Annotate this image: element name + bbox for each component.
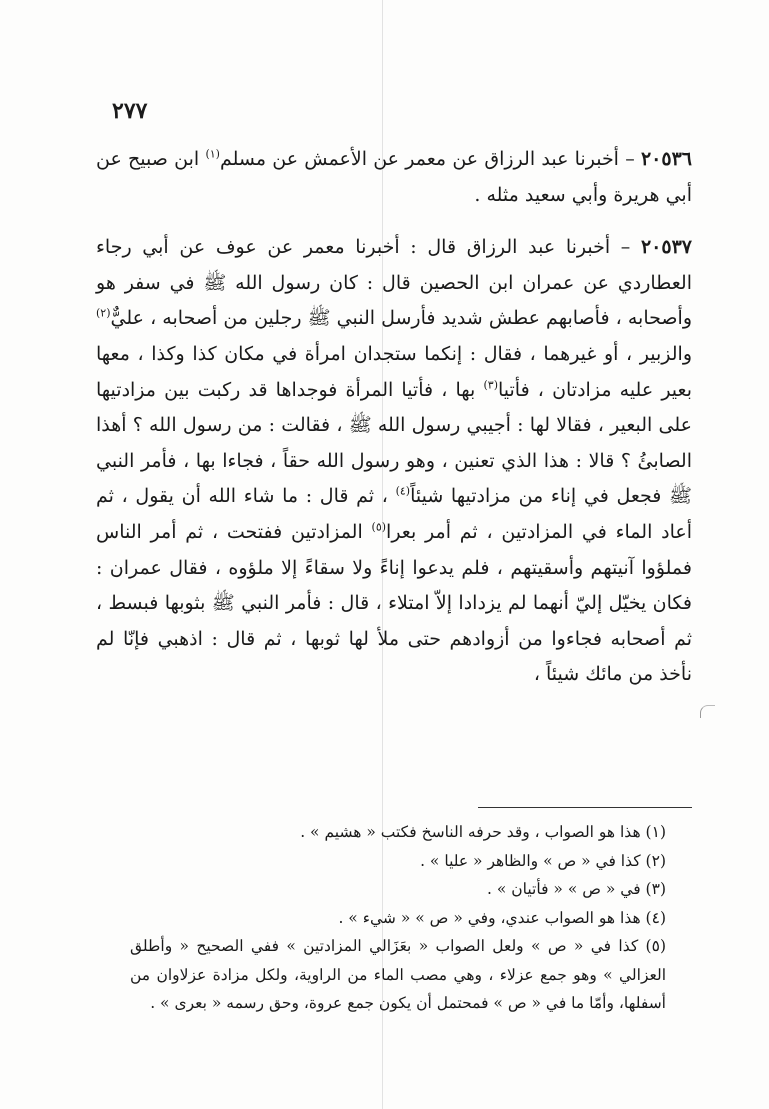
- hadith-text: – أخبرنا عبد الرزاق عن معمر عن الأعمش عن مسلم: [219, 148, 641, 170]
- footnote-4: (٤) هذا هو الصواب عندي، وفي « ص » « شيء » .: [338, 908, 666, 927]
- footnote-ref-1[interactable]: (١): [205, 147, 220, 161]
- hadith-text: ، ثم قال : ما شاء الله أن يقول ، ثم أعاد الماء في المزادتين ، ثم أمر بعرا: [96, 485, 692, 543]
- footnote-divider: [478, 807, 692, 808]
- footnote-3: (٣) في « ص » « فأتيان » .: [486, 880, 666, 898]
- footnote-ref-3[interactable]: (٣): [483, 378, 498, 392]
- footnote-ref-4[interactable]: (٤): [395, 485, 411, 499]
- hadith-text: ابن صبيح عن أبي هريرة وأبي سعيد مثله .: [96, 148, 692, 206]
- hadith-text: – أخبرنا عبد الرزاق قال : أخبرنا معمر عن عوف عن أبي رجاء العطاردي عن عمران ابن الحصين قال : كان رسول الله ﷺ في سفر هو وأصحابه ، فأصابهم عطش شديد فأرسل النبي ﷺ رجلين من أصحابه ، عليٌّ: [96, 236, 692, 330]
- page-number: ٢٧٧: [112, 98, 148, 124]
- footnote-ref-5[interactable]: (٥): [371, 520, 387, 534]
- margin-mark: [700, 705, 715, 718]
- footnote-ref-2[interactable]: (٢): [96, 307, 111, 321]
- hadith-20537: [96, 230, 692, 693]
- hadith-20536: [96, 142, 692, 213]
- hadith-number: ٢٠٥٣٦: [640, 148, 692, 170]
- footnote-1: (١) هذا هو الصواب ، وقد حرفه الناسخ فكتب « هشيم » .: [300, 823, 666, 841]
- hadith-text: بها ، فأتيا المرأة فوجداها قد ركبت بين مزادتيها على البعير ، فقالا لها : أجيبي رسول الله ﷺ ، فقالت : من رسول الله ؟ أهذا الصابئُ ؟ قالا : هذا الذي تعنين ، وهو رسول الله حقاً ، فجاءا بها ، فأمر النبي ﷺ فجعل في إناء من مزادتيها شيئاً: [96, 378, 692, 508]
- hadith-number: ٢٠٥٣٧: [640, 236, 692, 259]
- footnote-5: (٥) كذا في « ص » ولعل الصواب « بعَزَالي المزادتين » ففي الصحيح « وأطلق العزالي » وهو جمع عزلاء ، وهي مصب الماء من الراوية، ولكل مزادة عزلاوان من أسفلها، وأمّا ما في « ص » فمحتمل أن يكون جمع عروة، وحق رسمه « بعرى » .: [130, 937, 666, 1012]
- footnote-2: (٢) كذا في « ص » والظاهر « عليا » .: [420, 851, 666, 870]
- hadith-text: المزادتين ففتحت ، ثم أمر الناس فملؤوا آنيتهم وأسقيتهم ، فلم يدعوا إناءً ولا سقاءً إلا ملؤوه ، فقال عمران : فكان يخيّل إليّ أنهما لم يزدادا إلاّ امتلاء ، قال : فأمر النبي ﷺ بثوبها فبسط ، ثم أصحابه فجاءوا من أزوادهم حتى ملأ لها ثوبها ، ثم قال : اذهبي فإنّا لم نأخذ من مائك شيئاً ،: [96, 520, 692, 686]
- hadith-text: والزبير ، أو غيرهما ، فقال : إنكما ستجدان امرأة في مكان كذا وكذا ، معها بعير عليه مزادتان ، فأتيا: [96, 342, 692, 401]
- main-text: [96, 142, 692, 693]
- footnotes: [130, 818, 692, 1018]
